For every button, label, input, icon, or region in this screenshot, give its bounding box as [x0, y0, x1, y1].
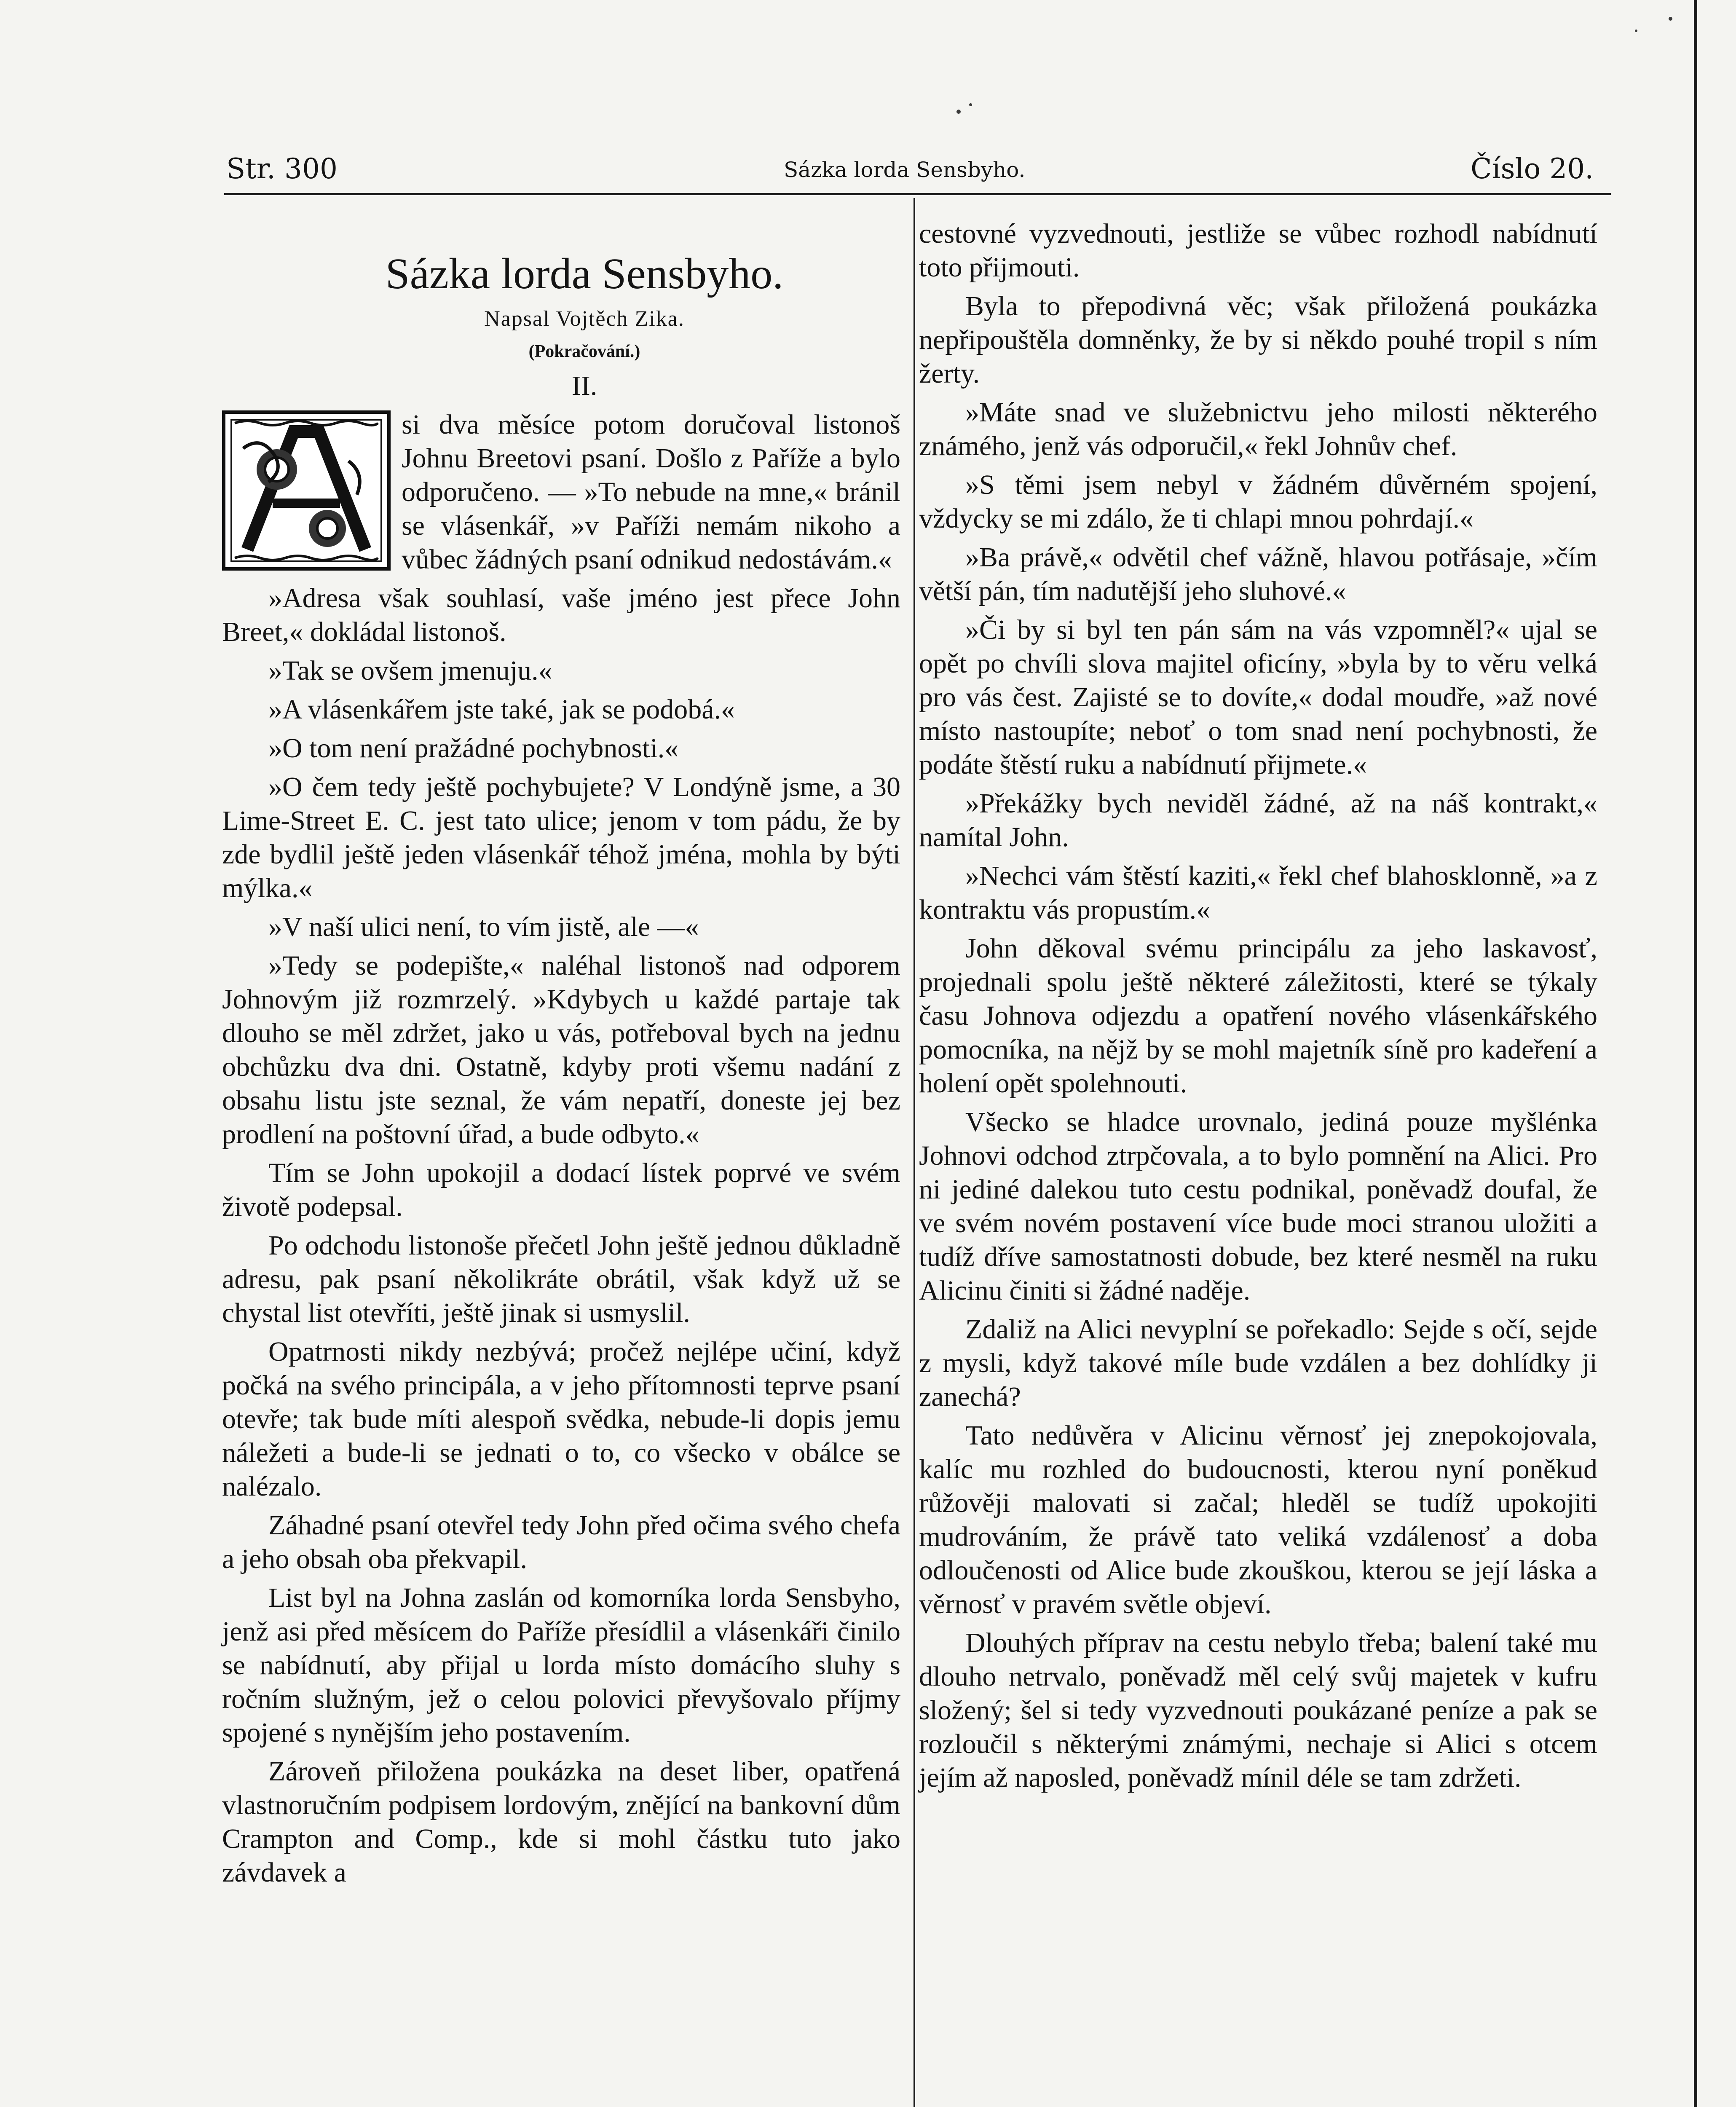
paragraph: Tato nedůvěra v Alicinu věrnosť jej znepokojovala, kalíc mu rozhled do budoucnosti, kterou nyní poněkud růžověji malovati si začal; hleděl se tudíž upokojiti mudrováním, že právě tato veliká vzdálenosť a doba odloučenosti od Alice bude zkouškou, kterou se její láska a věrnosť v pravém světle objeví.: [919, 1420, 1597, 1619]
paragraph: »Adresa však souhlasí, vaše jméno jest přece John Breet,« dokládal listonoš.: [222, 583, 900, 647]
scan-speck: [1669, 17, 1672, 21]
scan-speck: [969, 103, 972, 106]
paragraph: Po odchodu listonoše přečetl John ještě jednou důkladně adresu, pak psaní několikráte obrátil, však když už se chystal list otevříti, ještě jinak si usmyslil.: [222, 1230, 900, 1328]
paragraph: »S těmi jsem nebyl v žádném důvěrném spojení, vždycky se mi zdálo, že ti chlapi mnou pohrdají.«: [919, 469, 1597, 534]
article-byline: Napsal Vojtěch Zika.: [484, 307, 685, 331]
left-column: [222, 249, 900, 1895]
paragraph: Zároveň přiložena poukázka na deset liber, opatřená vlastnoručním podpisem lordovým, znějící na bankovní dům Crampton and Comp., kde si mohl částku tuto jako závdavek a: [222, 1756, 900, 1888]
issue-number: Číslo 20.: [1471, 153, 1594, 185]
paragraph: John děkoval svému principálu za jeho laskavosť, projednali spolu ještě některé záležitosti, které se týkaly času Johnova odjezdu a opatření nového vlásenkářského pomocníka, na nějž by se mohl majetník síně pro kadeření a holení opět spolehnouti.: [919, 933, 1597, 1099]
scan-speck: [956, 110, 961, 114]
paragraph: Tím se John upokojil a dodací lístek poprvé ve svém životě podepsal.: [222, 1158, 900, 1222]
continued-note: (Pokračování.): [528, 342, 640, 361]
paragraph: Zdaliž na Alici nevyplní se pořekadlo: Sejde s očí, sejde z mysli, když takové míle bude vzdálen a bez dohlídky ji zanechá?: [919, 1314, 1597, 1412]
paragraph: »O tom není pražádné pochybnosti.«: [268, 733, 679, 764]
paragraph: »Nechci vám štěstí kaziti,« řekl chef blahosklonně, »a z kontraktu vás propustím.«: [919, 860, 1597, 925]
paragraph: »Ba právě,« odvětil chef vážně, hlavou potřásaje, »čím větší pán, tím nadutější jeho sluhové.«: [919, 542, 1597, 606]
paragraph: »Tak se ovšem jmenuju.«: [268, 655, 552, 686]
column-divider: [914, 198, 915, 2107]
paragraph: si dva měsíce potom doručoval listonoš Johnu Breetovi psaní. Došlo z Paříže a bylo odporučeno. — »To nebude na mne,« bránil se vlásenkář, »v Paříži nemám nikoho a vůbec žádných psaní odnikud nedostávám.«: [402, 409, 900, 575]
paragraph: »V naší ulici není, to vím jistě, ale —«: [268, 911, 699, 942]
running-title: Sázka lorda Sensbyho.: [784, 158, 1026, 182]
paragraph: Všecko se hladce urovnalo, jediná pouze myšlénka Johnovi odchod ztrpčovala, a to bylo pomnění na Alici. Pro ni jediné dalekou tuto cestu podnikal, poněvadž doufal, že ve svém novém postavení více bude moci stranou uložiti a tudíž dříve samostatnosti dobude, bez které nesměl na ruku Alicinu činiti si žádné naděje.: [919, 1107, 1597, 1306]
paragraph: Záhadné psaní otevřel tedy John před očima svého chefa a jeho obsah oba překvapil.: [222, 1510, 900, 1574]
paragraph: »Tedy se podepište,« naléhal listonoš nad odporem Johnovým již rozmrzelý. »Kdybych u každé partaje tak dlouho se měl zdržet, jako u vás, potřeboval bych na jednu obchůzku dva dni. Ostatně, kdyby proti všemu nadání z obsahu listu jste seznal, že vám nepatří, doneste jej bez prodlení na poštovní úřad, a bude odbyto.«: [222, 950, 900, 1150]
paragraph: »O čem tedy ještě pochybujete? V Londýně jsme, a 30 Lime-Street E. C. jest tato ulice; jenom v tom pádu, že by zde bydlil ještě jeden vlásenkář téhož jména, mohla by býti mýlka.«: [222, 772, 900, 903]
paragraph: »A vlásenkářem jste také, jak se podobá.«: [268, 694, 735, 725]
page-header: [0, 153, 1736, 190]
paragraph: cestovné vyzvednouti, jestliže se vůbec rozhodl nabídnutí toto přijmouti.: [919, 218, 1597, 283]
chapter-number: II.: [571, 370, 597, 401]
scan-speck: [1635, 29, 1637, 32]
paragraph: Opatrnosti nikdy nezbývá; pročež nejlépe učiní, když počká na svého principála, a v jeho přítomnosti teprve psaní otevře; tak bude míti alespoň svědka, nebude-li dopis jemu náležeti a bude-li se jednati o to, co všecko v obálce se nalézalo.: [222, 1336, 900, 1502]
paragraph: List byl na Johna zaslán od komorníka lorda Sensbyho, jenž asi před měsícem do Paříže přesídlil a vlásenkáři činilo se nabídnutí, aby přijal u lorda místo domácího sluhy s ročním služným, jež o celou polovici převyšovalo příjmy spojené s nynějším jeho postavením.: [222, 1582, 900, 1748]
page-number: Str. 300: [226, 153, 338, 185]
header-rule: [224, 193, 1611, 195]
ornamental-initial-icon: [222, 410, 391, 571]
paragraph: Dlouhých příprav na cestu nebylo třeba; balení také mu dlouho netrvalo, poněvadž měl celý svůj majetek v kufru složený; šel si tedy vyzvednouti poukázané peníze a pak se rozloučil s některými známými, nechaje si Alici s otcem jejím až naposled, poněvadž mínil déle se tam zdržeti.: [919, 1627, 1597, 1793]
paragraph: »Či by si byl ten pán sám na vás vzpomněl?« ujal se opět po chvíli slova majitel oficíny, »byla by to věru velká pro vás čest. Zajisté se to dovíte,« dodal moudře, »až nové místo nastoupíte; neboť o tom snad není pochybnosti, že podáte štěstí ruku a nabídnutí přijmete.«: [919, 614, 1597, 780]
paragraph: Byla to přepodivná věc; však přiložená poukázka nepřipouštěla domněnky, že by si někdo pouhé tropil s ním žerty.: [919, 291, 1597, 389]
right-column: [919, 217, 1597, 1800]
paragraph: »Máte snad ve služebnictvu jeho milosti některého známého, jenž vás odporučil,« řekl Johnův chef.: [919, 397, 1597, 461]
article-title: Sázka lorda Sensbyho.: [385, 249, 784, 298]
paragraph: »Překážky bych neviděl žádné, až na náš kontrakt,« namítal John.: [919, 788, 1597, 852]
